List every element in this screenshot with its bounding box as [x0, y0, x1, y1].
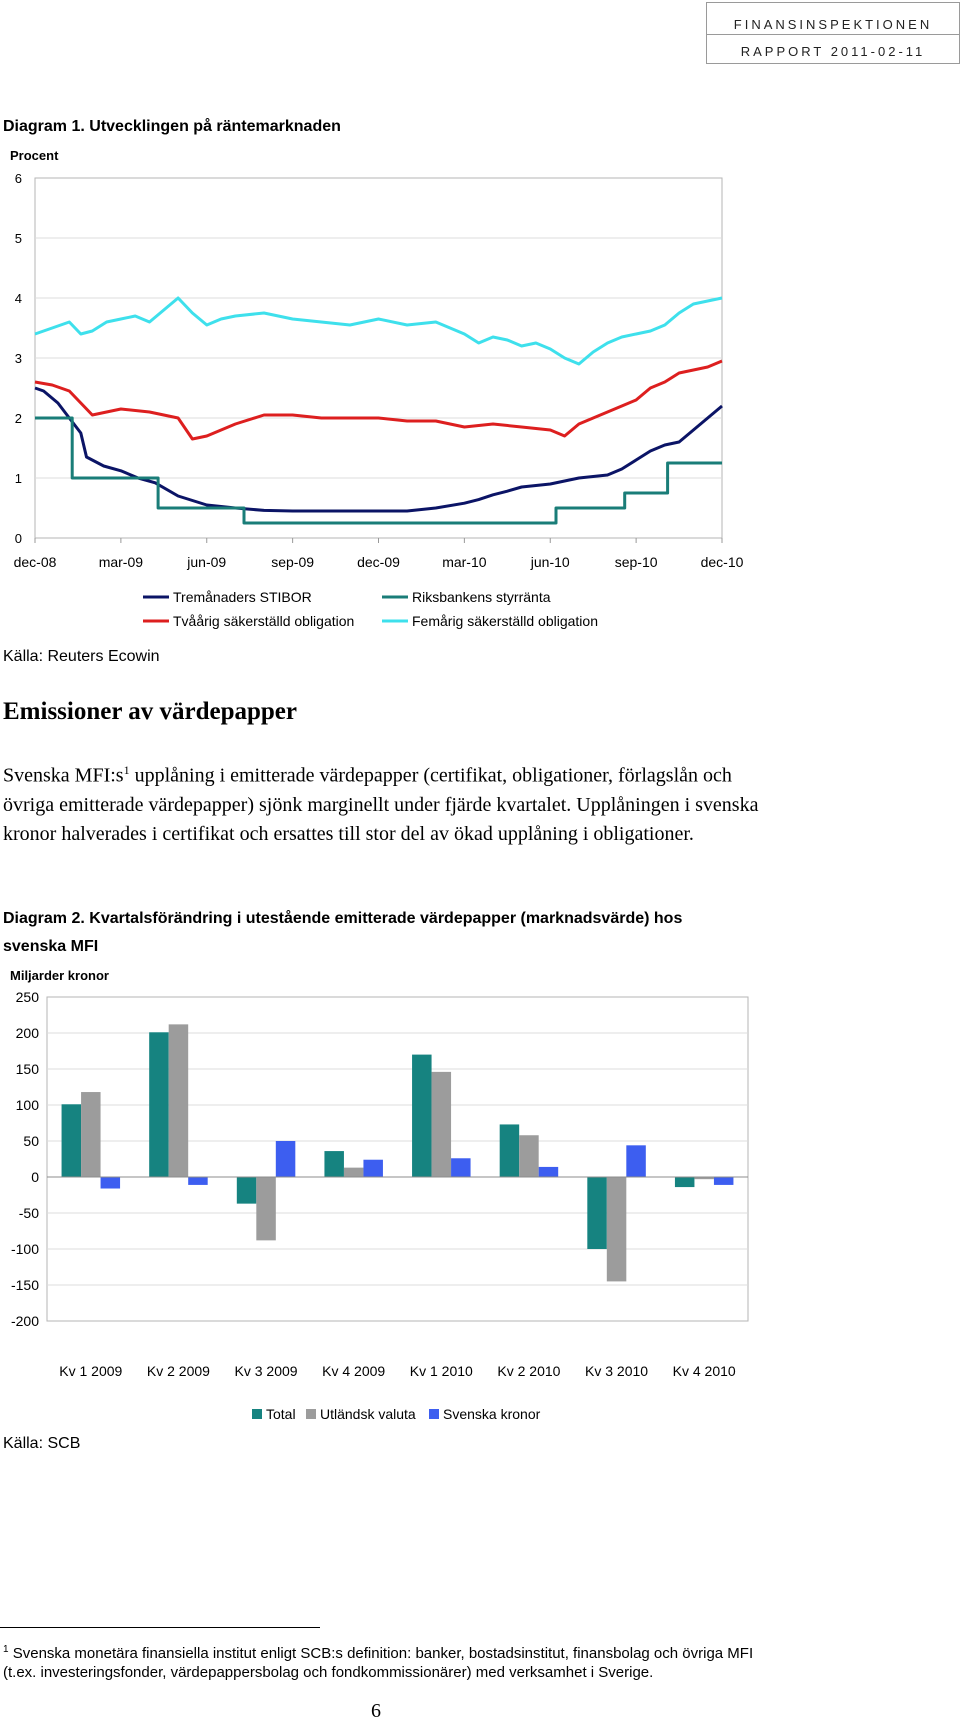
bar [675, 1177, 695, 1187]
x-tick-label: sep-10 [614, 554, 658, 570]
y-tick-label: 1 [14, 471, 22, 486]
para-lead: Svenska MFI:s [3, 764, 124, 787]
para-rest: upplåning i emitterade värdepapper (certifikat, obligationer, förlagslån och övriga emitterade värdepapper) sjönk marginellt under fjärde kvartalet. Upplåningen i svenska kronor halverades i certifikat och ersattes till stor del av ökad upplåning i obligationer. [3, 764, 759, 845]
legend-label: Utländsk valuta [320, 1406, 416, 1422]
y-tick-label: -200 [10, 1313, 39, 1329]
x-tick-label: dec-10 [700, 554, 744, 570]
x-tick-label: mar-09 [98, 554, 144, 570]
bar [149, 1032, 169, 1177]
x-tick-label: Kv 4 2009 [322, 1363, 386, 1379]
header-divider [707, 34, 959, 35]
legend-swatch [429, 1409, 439, 1419]
x-tick-label: mar-10 [442, 554, 487, 570]
bar [714, 1177, 734, 1185]
bar [188, 1177, 208, 1185]
bar [587, 1177, 607, 1249]
diagram2-title: Diagram 2. Kvartalsförändring i utestående emitterade värdepapper (marknadsvärde) hos [3, 910, 683, 927]
bar [101, 1177, 121, 1189]
x-tick-label: Kv 4 2010 [672, 1363, 736, 1379]
x-tick-label: dec-09 [357, 554, 400, 570]
legend-swatch [252, 1409, 262, 1419]
bar [276, 1141, 296, 1177]
bar [519, 1135, 539, 1177]
legend-label: Svenska kronor [443, 1406, 541, 1422]
bar [500, 1124, 520, 1177]
bar-chart [0, 980, 960, 1430]
x-tick-label: jun-10 [530, 554, 570, 570]
y-tick-label: 100 [15, 1097, 39, 1113]
diagram1-title: Diagram 1. Utvecklingen på räntemarknaden [3, 118, 341, 135]
y-tick-label: 5 [14, 231, 22, 246]
y-tick-label: 50 [23, 1133, 39, 1149]
bar [412, 1055, 432, 1177]
report-date: RAPPORT 2011-02-11 [740, 44, 926, 59]
diagram2-unit: Miljarder kronor [10, 968, 109, 983]
y-tick-label: 2 [14, 411, 22, 426]
bar [62, 1104, 82, 1177]
y-tick-label: 150 [15, 1061, 39, 1077]
footnote [3, 1640, 763, 1682]
org-name: FINANSINSPEKTIONEN [733, 17, 933, 32]
y-tick-label: 6 [14, 171, 22, 186]
x-tick-label: Kv 2 2010 [497, 1363, 561, 1379]
y-tick-label: 250 [15, 989, 39, 1005]
y-tick-label: 4 [14, 291, 22, 306]
page-number: 6 [371, 1700, 381, 1722]
body-paragraph [3, 756, 763, 849]
section-heading: Emissioner av värdepapper [3, 698, 297, 725]
legend-label: Femårig säkerställd obligation [412, 613, 598, 629]
y-tick-label: 0 [14, 531, 22, 546]
line-chart [0, 160, 960, 640]
x-tick-label: sep-09 [271, 554, 315, 570]
bar [169, 1024, 189, 1177]
legend-label: Tvåårig säkerställd obligation [173, 613, 355, 629]
x-tick-label: Kv 3 2009 [234, 1363, 298, 1379]
legend-swatch [306, 1409, 316, 1419]
x-tick-label: Kv 3 2010 [585, 1363, 649, 1379]
bar [607, 1177, 627, 1281]
y-tick-label: -150 [10, 1277, 39, 1293]
legend-label: Total [266, 1406, 296, 1422]
x-tick-label: Kv 1 2010 [409, 1363, 473, 1379]
y-tick-label: 3 [14, 351, 22, 366]
y-tick-label: 200 [15, 1025, 39, 1041]
legend-label: Tremånaders STIBOR [173, 589, 312, 605]
bar [626, 1145, 646, 1177]
x-tick-label: dec-08 [13, 554, 57, 570]
x-tick-label: jun-09 [187, 554, 227, 570]
bar [237, 1177, 257, 1204]
y-tick-label: -50 [18, 1205, 39, 1221]
x-tick-label: Kv 1 2009 [59, 1363, 123, 1379]
footnote-text: Svenska monetära finansiella institut enligt SCB:s definition: banker, bostadsinstitut, finansbolag och övriga MFI (t.ex. investeringsfonder, värdepappersbolag och fondkommissionärer) med verksamhet i Sverige. [3, 1645, 754, 1681]
report-header [706, 2, 960, 64]
bar [256, 1177, 276, 1240]
bar [324, 1151, 344, 1177]
footnote-mark: 1 [3, 1644, 9, 1655]
bar [451, 1158, 471, 1177]
bar [344, 1168, 364, 1177]
bar [432, 1072, 452, 1177]
diagram1-unit: Procent [10, 148, 59, 163]
y-tick-label: 0 [31, 1169, 39, 1185]
diagram2-title-cont: svenska MFI [3, 938, 99, 955]
footnote-rule [0, 1627, 320, 1628]
footnote-ref: 1 [123, 763, 130, 777]
bar [363, 1160, 383, 1177]
bar [539, 1167, 559, 1177]
y-tick-label: -100 [10, 1241, 39, 1257]
legend-label: Riksbankens styrränta [412, 589, 551, 605]
x-tick-label: Kv 2 2009 [146, 1363, 210, 1379]
bar [81, 1092, 101, 1177]
diagram1-source: Källa: Reuters Ecowin [3, 648, 160, 665]
diagram2-source: Källa: SCB [3, 1435, 81, 1452]
